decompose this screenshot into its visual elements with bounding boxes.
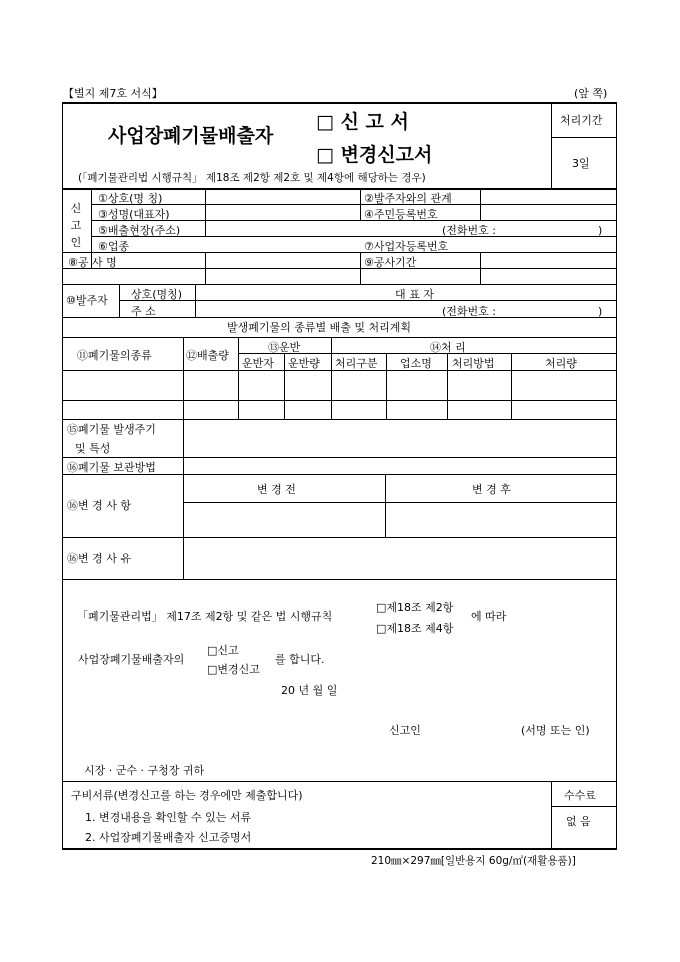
signature-label: (서명 또는 인) [521, 724, 590, 737]
page-side: (앞 쪽) [574, 87, 608, 100]
field-business-type: ⑥업종 [98, 240, 130, 253]
col-transport: ⑬운반 [268, 341, 301, 354]
change-reason-label: ⑯변 경 사 유 [67, 552, 131, 565]
change-before: 변 경 전 [257, 483, 296, 496]
subcol-treat-amount: 처리량 [545, 357, 577, 370]
option-report: □ 신 고 서 [316, 111, 409, 133]
legal-note: (「폐기물관리법 시행규칙」 제18조 제2항 제2호 및 제4항에 해당하는 경우) [78, 172, 426, 184]
field-project-period: ⑨공사기간 [364, 256, 417, 269]
subcol-carry-amount: 운반량 [288, 357, 320, 370]
client-phone-close: ) [598, 305, 603, 318]
col-waste-type: ⑪폐기물의종류 [77, 349, 152, 362]
storage-label: ⑯폐기물 보관방법 [67, 461, 156, 474]
recipient: 시장 · 군수 · 구청장 귀하 [84, 764, 205, 777]
period-value: 3일 [572, 157, 590, 170]
form-title: 사업장폐기물배출자 [108, 125, 274, 147]
fee-value: 없 음 [566, 815, 591, 828]
applicant-label: 신고인 [389, 724, 421, 737]
docs-title: 구비서류(변경신고를 하는 경우에만 제출합니다) [71, 789, 303, 802]
field-client-relation: ②발주자와의 관계 [364, 192, 452, 205]
statement-prefix: 사업장폐기물배출자의 [78, 653, 185, 666]
subcol-company: 업소명 [400, 357, 432, 370]
field-resident-number: ④주민등록번호 [364, 208, 438, 221]
change-items-label: ⑯변 경 사 항 [67, 499, 131, 512]
statement-suffix: 를 합니다. [275, 653, 325, 666]
statement-law: 「폐기물관리법」 제17조 제2항 및 같은 법 시행규칙 [77, 610, 333, 623]
cycle-label-2: 및 특성 [75, 442, 111, 455]
subcol-method: 처리방법 [452, 357, 495, 370]
doc-item-2: 2. 사업장폐기물배출자 신고증명서 [85, 831, 252, 844]
phone-label: (전화번호 : [442, 224, 496, 237]
client-phone-label: (전화번호 : [442, 305, 496, 318]
col-amount: ⑫배출량 [186, 349, 229, 362]
reporter-group-label: 신 고 인 [70, 202, 82, 249]
cycle-label: ⑮폐기물 발생주기 [67, 423, 156, 436]
subcol-treat-class: 처리구분 [335, 357, 378, 370]
option-change-report: □ 변경신고서 [316, 144, 433, 166]
statement-according: 에 따라 [471, 610, 507, 623]
field-trade-name: ①상호(명 칭) [98, 192, 163, 205]
client-trade-name: 상호(명칭) [131, 288, 183, 301]
checkbox-art18-4[interactable]: □제18조 제4항 [376, 622, 454, 635]
form-number: 【별지 제7호 서식】 [63, 87, 163, 100]
checkbox-change-report[interactable]: □변경신고 [207, 663, 260, 676]
field-site-address: ⑤배출현장(주소) [98, 224, 181, 237]
change-after: 변 경 후 [472, 483, 511, 496]
doc-item-1: 1. 변경내용을 확인할 수 있는 서류 [85, 811, 252, 824]
col-treatment: ⑭처 리 [430, 341, 466, 354]
plan-heading: 발생폐기물의 종류별 배출 및 처리계획 [227, 321, 412, 334]
client-label: ⑩발주자 [66, 294, 108, 307]
checkbox-report[interactable]: □신고 [207, 644, 239, 657]
period-label: 처리기간 [560, 114, 603, 127]
client-representative: 대 표 자 [395, 288, 434, 301]
checkbox-art18-2[interactable]: □제18조 제2항 [376, 601, 454, 614]
fee-label: 수수료 [564, 789, 596, 802]
field-business-number: ⑦사업자등록번호 [364, 240, 449, 253]
phone-close: ) [598, 224, 603, 237]
date-line: 20 년 월 일 [281, 684, 338, 697]
field-project-name: ⑧공 사 명 [68, 256, 117, 269]
field-representative: ③성명(대표자) [98, 208, 170, 221]
client-address: 주 소 [131, 305, 156, 318]
paper-spec: 210㎜×297㎜[일반용지 60g/㎡(재활용품)] [371, 855, 576, 867]
subcol-carrier: 운반자 [242, 357, 274, 370]
